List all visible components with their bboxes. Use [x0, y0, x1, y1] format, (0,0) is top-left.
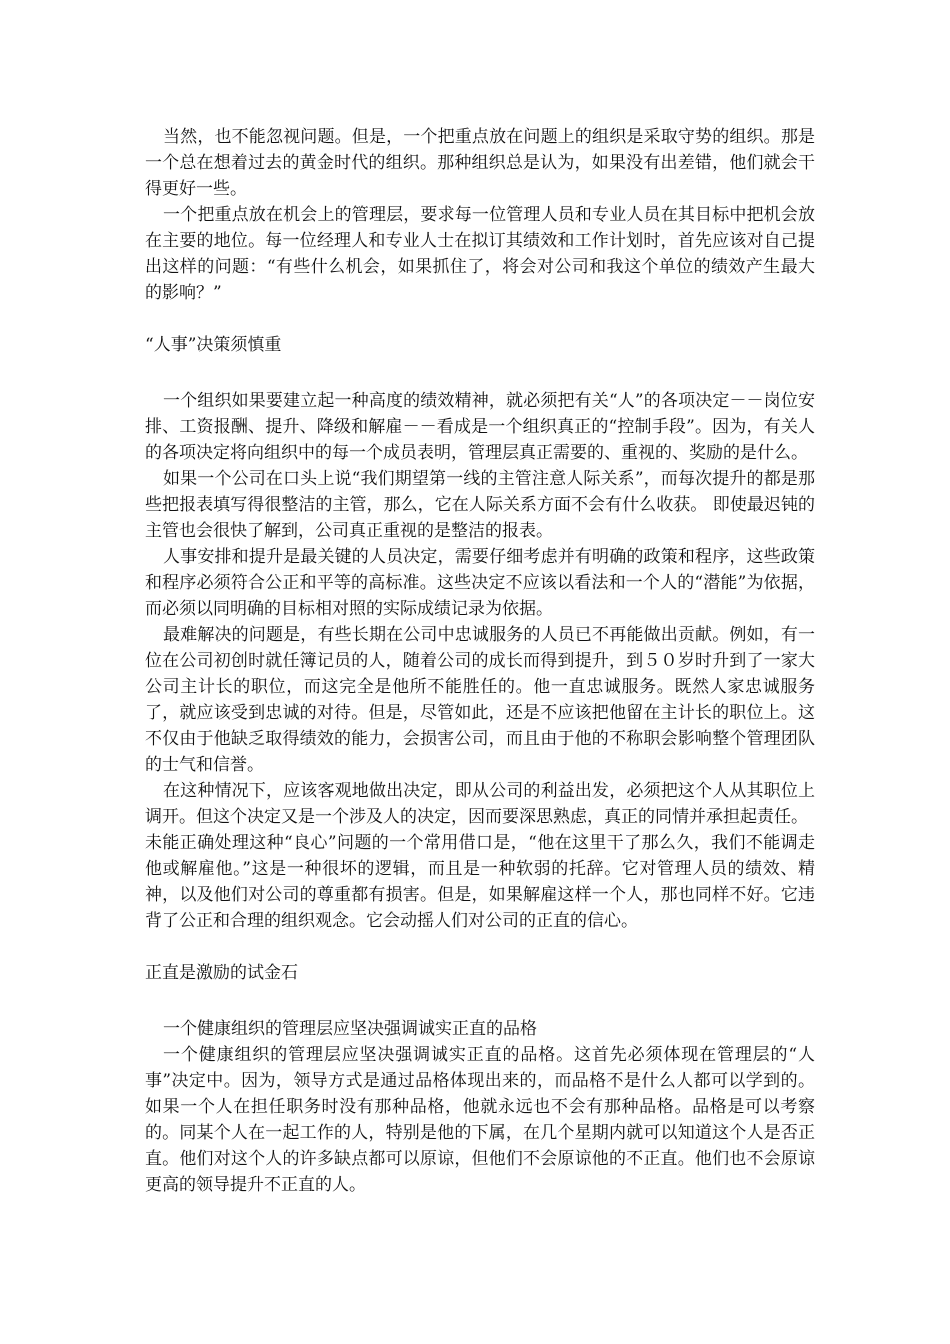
paragraph: 如果一个公司在口头上说“我们期望第一线的主管注意人际关系”，而每次提升的都是那些把报表填写得很整洁的主管，那么，它在人际关系方面不会有什么收获。 即使最迟钝的主管也会很快了解到，公司真正重视的是整洁的报表。: [145, 469, 815, 541]
section-heading: “人事”决策须慎重: [145, 335, 282, 355]
section-heading: 正直是激励的试金石: [145, 963, 298, 983]
paragraph: 最难解决的问题是，有些长期在公司中忠诚服务的人员已不再能做出贡献。例如，有一位在公司初创时就任簿记员的人，随着公司的成长而得到提升，到５０岁时升到了一家大公司主计长的职位，而这完全是他所不能胜任的。他一直忠诚服务。既然人家忠诚服务了，就应该受到忠诚的对待。但是，尽管如此，还是不应该把他留在主计长的职位上。这不仅由于他缺乏取得绩效的能力，会损害公司，而且由于他的不称职会影响整个管理团队的士气和信誉。: [145, 625, 815, 775]
paragraph: 一个把重点放在机会上的管理层，要求每一位管理人员和专业人员在其目标中把机会放在主要的地位。每一位经理人和专业人士在拟订其绩效和工作计划时，首先应该对自己提出这样的问题：“有些什么机会，如果抓住了，将会对公司和我这个单位的绩效产生最大的影响？”: [145, 205, 815, 303]
paragraph: 一个健康组织的管理层应坚决强调诚实正直的品格: [163, 1019, 537, 1039]
paragraph: 在这种情况下，应该客观地做出决定，即从公司的利益出发，必须把这个人从其职位上调开。但这个决定又是一个涉及人的决定，因而要深思熟虑，真正的同情并承担起责任。: [145, 781, 815, 827]
document-page: [145, 124, 815, 1198]
paragraph: 一个组织如果要建立起一种高度的绩效精神，就必须把有关“人”的各项决定－－岗位安排、工资报酬、提升、降级和解雇－－看成是一个组织真正的“控制手段”。因为，有关人的各项决定将向组织中的每一个成员表明，管理层真正需要的、重视的、奖励的是什么。: [145, 391, 815, 463]
paragraph: 一个健康组织的管理层应坚决强调诚实正直的品格。这首先必须体现在管理层的“人事”决定中。因为，领导方式是通过品格体现出来的，而品格不是什么人都可以学到的。如果一个人在担任职务时没有那种品格，他就永远也不会有那种品格。品格是可以考察的。同某个人在一起工作的人，特别是他的下属，在几个星期内就可以知道这个人是否正直。他们对这个人的许多缺点都可以原谅，但他们不会原谅他的不正直。他们也不会原谅更高的领导提升不正直的人。: [145, 1045, 815, 1195]
paragraph: 未能正确处理这种“良心”问题的一个常用借口是，“他在这里干了那么久，我们不能调走他或解雇他。”这是一种很坏的逻辑，而且是一种软弱的托辞。它对管理人员的绩效、精神，以及他们对公司的尊重都有损害。但是，如果解雇这样一个人，那也同样不好。它违背了公正和合理的组织观念。它会动摇人们对公司的正直的信心。: [145, 833, 815, 931]
paragraph: 当然，也不能忽视问题。但是，一个把重点放在问题上的组织是采取守势的组织。那是一个总在想着过去的黄金时代的组织。那种组织总是认为，如果没有出差错，他们就会干得更好一些。: [145, 127, 815, 199]
paragraph: 人事安排和提升是最关键的人员决定，需要仔细考虑并有明确的政策和程序，这些政策和程序必须符合公正和平等的高标准。这些决定不应该以看法和一个人的“潜能”为依据，而必须以同明确的目标相对照的实际成绩记录为依据。: [145, 547, 815, 619]
